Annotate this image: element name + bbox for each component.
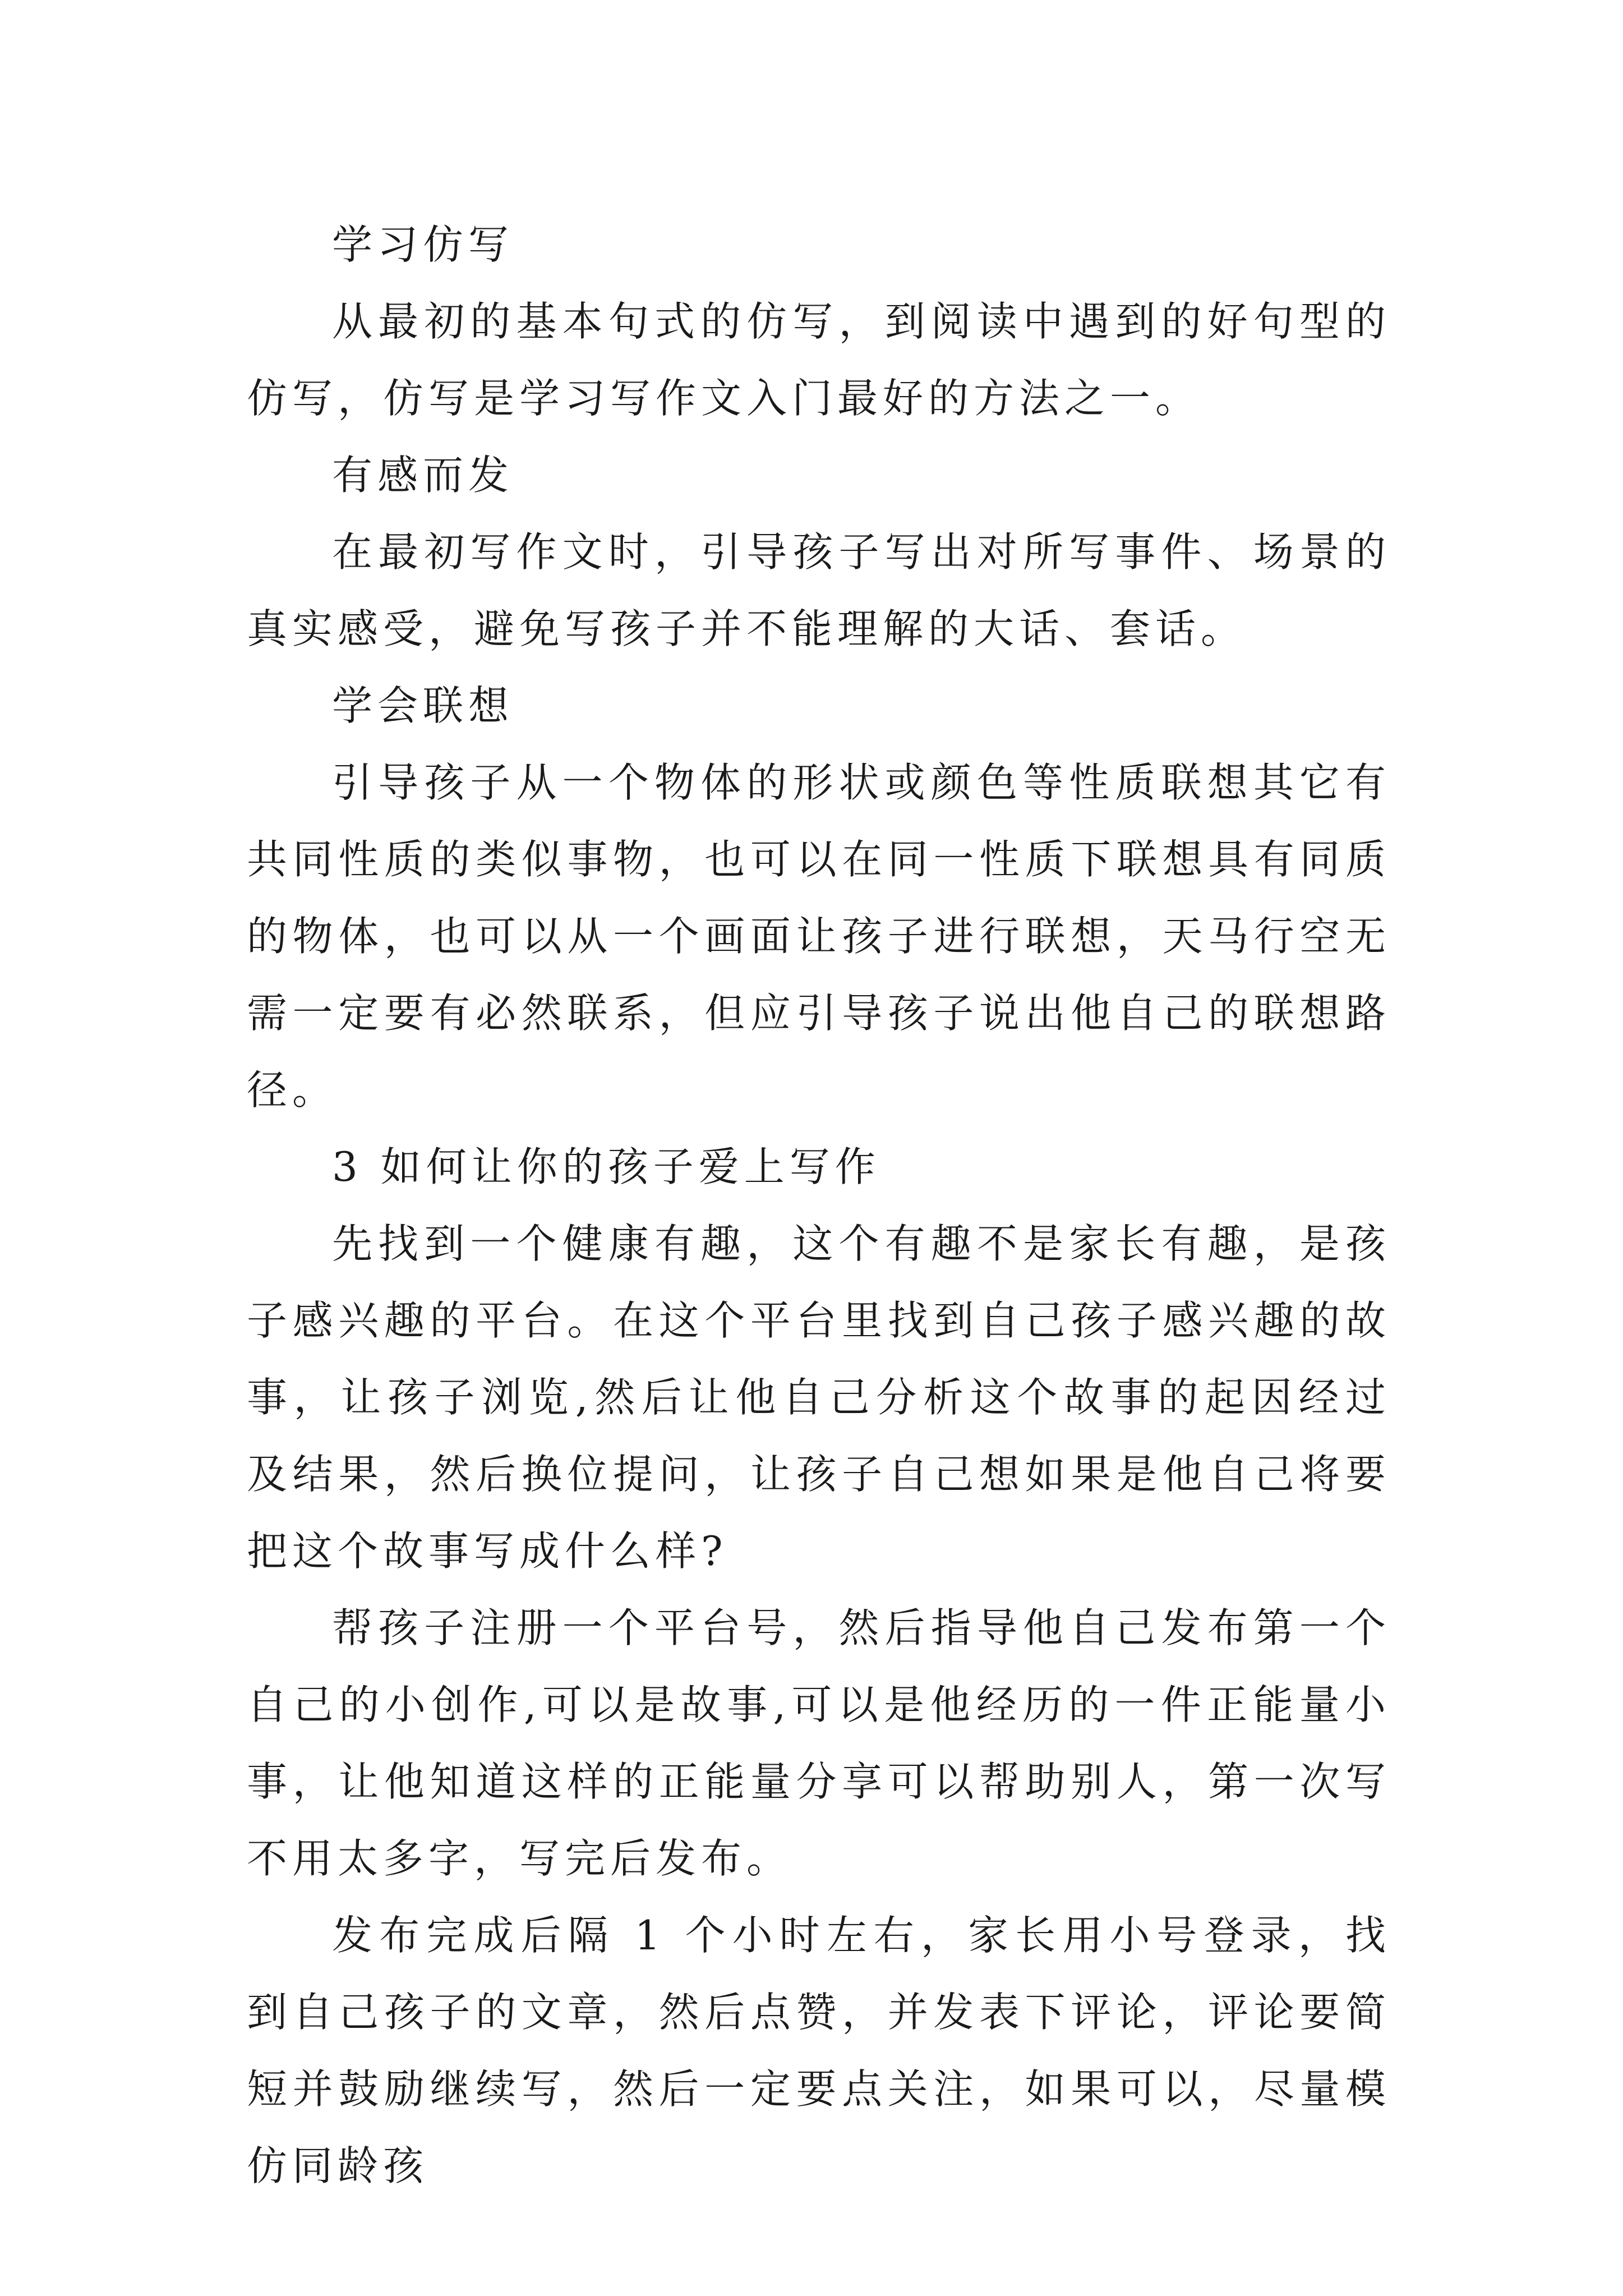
- paragraph-register-account: 帮孩子注册一个平台号，然后指导他自己发布第一个自己的小创作,可以是故事,可以是他经历的一件正能量小事，让他知道这样的正能量分享可以帮助别人，第一次写不用太多字，写完后发布。: [247, 1604, 1391, 1882]
- section-heading-feeling: 有感而发: [332, 452, 514, 499]
- section-heading-imitation: 学习仿写: [332, 221, 514, 268]
- paragraph-find-platform: 先找到一个健康有趣，这个有趣不是家长有趣，是孩子感兴趣的平台。在这个平台里找到自己孩子感兴趣的故事，让孩子浏览,然后让他自己分析这个故事的起因经过及结果，然后换位提问，让孩子自己想如果是他自己将要把这个故事写成什么样?: [247, 1220, 1391, 1575]
- section-heading-love-writing: 3 如何让你的孩子爱上写作: [332, 1143, 880, 1190]
- paragraph-feeling: 在最初写作文时，引导孩子写出对所写事件、场景的真实感受，避免写孩子并不能理解的大话、套话。: [247, 528, 1391, 652]
- paragraph-after-publishing: 发布完成后隔 1 个小时左右，家长用小号登录，找到自己孩子的文章，然后点赞，并发表下评论，评论要简短并鼓励继续写，然后一定要点关注，如果可以，尽量模仿同龄孩: [247, 1912, 1391, 2189]
- paragraph-imitation: 从最初的基本句式的仿写，到阅读中遇到的好句型的仿写，仿写是学习写作文入门最好的方法之一。: [247, 298, 1391, 422]
- section-heading-association: 学会联想: [332, 682, 514, 729]
- document-body: [247, 206, 1391, 2205]
- paragraph-association: 引导孩子从一个物体的形状或颜色等性质联想其它有共同性质的类似事物，也可以在同一性质下联想具有同质的物体，也可以从一个画面让孩子进行联想，天马行空无需一定要有必然联系，但应引导孩子说出他自己的联想路径。: [247, 759, 1391, 1114]
